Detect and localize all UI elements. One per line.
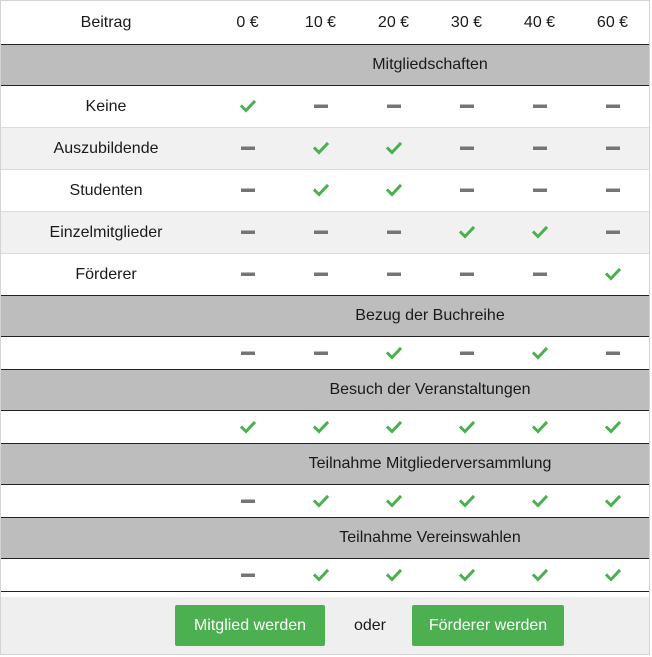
column-header: 30 €: [430, 1, 503, 45]
row-label: Keine: [1, 86, 211, 128]
check-icon: [313, 140, 329, 157]
value-cell: [503, 485, 576, 518]
check-icon: [386, 140, 402, 157]
check-icon: [459, 224, 475, 241]
column-header: 20 €: [357, 1, 430, 45]
dash-icon: [532, 182, 548, 199]
check-icon: [386, 418, 402, 435]
value-cell: [284, 337, 357, 370]
row-label: Förderer: [1, 254, 211, 296]
become-member-button[interactable]: Mitglied werden: [175, 605, 325, 646]
column-header: 10 €: [284, 1, 357, 45]
value-cell: [430, 411, 503, 444]
section-row: [1, 444, 649, 485]
value-cell: [430, 170, 503, 212]
value-cell: [357, 254, 430, 296]
section-title: Teilnahme Mitgliederversammlung: [1, 444, 649, 485]
value-cell: [430, 212, 503, 254]
value-cell: [503, 411, 576, 444]
dash-icon: [532, 266, 548, 283]
dash-icon: [313, 224, 329, 241]
check-icon: [532, 344, 548, 361]
dash-icon: [459, 266, 475, 283]
dash-icon: [386, 266, 402, 283]
value-cell: [576, 254, 649, 296]
value-cell: [211, 128, 284, 170]
value-cell: [430, 485, 503, 518]
section-title: Teilnahme Vereinswahlen: [1, 518, 649, 559]
value-cell: [503, 86, 576, 128]
check-icon: [386, 566, 402, 583]
check-icon: [459, 418, 475, 435]
header-row: [1, 1, 649, 45]
check-icon: [240, 98, 256, 115]
check-icon: [313, 566, 329, 583]
dash-icon: [240, 566, 256, 583]
check-icon: [386, 344, 402, 361]
dash-icon: [313, 266, 329, 283]
check-icon: [459, 566, 475, 583]
table-row: [1, 128, 649, 170]
footer-bar: [1, 597, 649, 654]
dash-icon: [459, 98, 475, 115]
table-row: [1, 212, 649, 254]
check-icon: [605, 266, 621, 283]
check-icon: [532, 492, 548, 509]
value-cell: [284, 559, 357, 592]
dash-icon: [605, 224, 621, 241]
value-cell: [576, 485, 649, 518]
value-cell: [576, 86, 649, 128]
row-label: [1, 559, 211, 592]
check-icon: [605, 418, 621, 435]
check-icon: [386, 182, 402, 199]
check-icon: [605, 492, 621, 509]
table-row: [1, 337, 649, 370]
dash-icon: [532, 140, 548, 157]
value-cell: [211, 86, 284, 128]
value-cell: [430, 86, 503, 128]
row-label: Auszubildende: [1, 128, 211, 170]
value-cell: [430, 254, 503, 296]
section-title: Bezug der Buchreihe: [1, 296, 649, 337]
value-cell: [430, 128, 503, 170]
value-cell: [284, 170, 357, 212]
table-row: [1, 86, 649, 128]
check-icon: [386, 492, 402, 509]
dash-icon: [605, 140, 621, 157]
value-cell: [284, 212, 357, 254]
value-cell: [284, 128, 357, 170]
dash-icon: [605, 344, 621, 361]
value-cell: [503, 170, 576, 212]
value-cell: [211, 485, 284, 518]
dash-icon: [605, 182, 621, 199]
dash-icon: [459, 344, 475, 361]
value-cell: [576, 128, 649, 170]
check-icon: [313, 418, 329, 435]
dash-icon: [240, 266, 256, 283]
section-row: [1, 45, 649, 86]
section-row: [1, 518, 649, 559]
value-cell: [503, 337, 576, 370]
value-cell: [211, 559, 284, 592]
comparison-table: [1, 1, 649, 592]
value-cell: [576, 337, 649, 370]
column-header: 60 €: [576, 1, 649, 45]
dash-icon: [240, 140, 256, 157]
value-cell: [211, 411, 284, 444]
value-cell: [576, 170, 649, 212]
check-icon: [459, 492, 475, 509]
check-icon: [532, 566, 548, 583]
value-cell: [284, 86, 357, 128]
value-cell: [284, 411, 357, 444]
become-supporter-button[interactable]: Förderer werden: [412, 605, 564, 646]
row-label: [1, 411, 211, 444]
dash-icon: [459, 140, 475, 157]
check-icon: [240, 418, 256, 435]
value-cell: [357, 485, 430, 518]
check-icon: [532, 418, 548, 435]
dash-icon: [240, 344, 256, 361]
row-label: Studenten: [1, 170, 211, 212]
dash-icon: [240, 182, 256, 199]
section-row: [1, 370, 649, 411]
value-cell: [576, 411, 649, 444]
dash-icon: [386, 224, 402, 241]
section-row: [1, 296, 649, 337]
value-cell: [357, 337, 430, 370]
value-cell: [430, 337, 503, 370]
value-cell: [211, 254, 284, 296]
value-cell: [357, 86, 430, 128]
value-cell: [211, 170, 284, 212]
row-label: [1, 337, 211, 370]
value-cell: [576, 559, 649, 592]
dash-icon: [313, 344, 329, 361]
table-row: [1, 254, 649, 296]
value-cell: [576, 212, 649, 254]
check-icon: [532, 224, 548, 241]
dash-icon: [459, 182, 475, 199]
column-header: 40 €: [503, 1, 576, 45]
value-cell: [357, 559, 430, 592]
dash-icon: [605, 98, 621, 115]
value-cell: [503, 128, 576, 170]
value-cell: [430, 559, 503, 592]
value-cell: [357, 212, 430, 254]
column-header: 0 €: [211, 1, 284, 45]
dash-icon: [532, 98, 548, 115]
value-cell: [503, 254, 576, 296]
dash-icon: [386, 98, 402, 115]
check-icon: [313, 492, 329, 509]
dash-icon: [240, 224, 256, 241]
table-row: [1, 559, 649, 592]
value-cell: [211, 337, 284, 370]
row-label: Einzelmitglieder: [1, 212, 211, 254]
row-label: [1, 485, 211, 518]
check-icon: [605, 566, 621, 583]
table-row: [1, 411, 649, 444]
value-cell: [357, 411, 430, 444]
value-cell: [357, 170, 430, 212]
dash-icon: [240, 492, 256, 509]
value-cell: [503, 559, 576, 592]
check-icon: [313, 182, 329, 199]
value-cell: [284, 485, 357, 518]
section-title: Besuch der Veranstaltungen: [1, 370, 649, 411]
dash-icon: [313, 98, 329, 115]
table-row: [1, 485, 649, 518]
or-text: oder: [353, 617, 387, 634]
header-label: Beitrag: [1, 1, 211, 45]
value-cell: [357, 128, 430, 170]
value-cell: [503, 212, 576, 254]
table-row: [1, 170, 649, 212]
value-cell: [211, 212, 284, 254]
value-cell: [284, 254, 357, 296]
section-title: Mitgliedschaften: [1, 45, 649, 86]
